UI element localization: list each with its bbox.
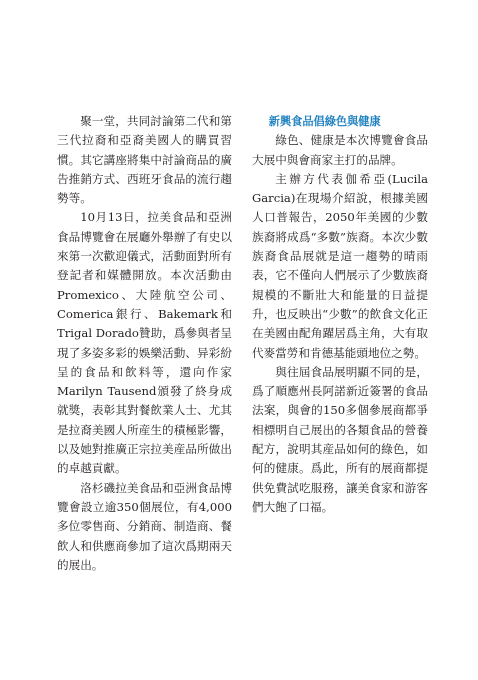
left-paragraph-1: 聚一堂，共同討論第二代和第三代拉裔和亞裔美國人的購買習慣。其它講座將集中討論商品的廣告推銷方式、西班牙食品的流行趨勢等。: [57, 114, 232, 206]
left-text-column: [57, 112, 232, 575]
right-text-column: [252, 112, 428, 517]
left-paragraph-2: 10月13日，拉美食品和亞洲食品博覽會在展廳外舉辦了有史以來第一次歡迎儀式，活動面對所有登記者和媒體開放。本次活動由Promexico、大陸航空公司、Comerica銀行、Bakemark和Trigal Dorado贊助，爲參與者呈現了多姿多彩的娛樂活動、异彩紛呈的食品和飲料等，還向作家Marilyn Tausend頒發了終身成就獎，表彰其對餐飲業人士、尤其是拉裔美國人所産生的積極影響，以及她對推廣正宗拉美産品所做出的卓越貢獻。: [57, 210, 232, 476]
right-paragraph-2: 主辦方代表伽希亞(Lucila Garcia)在現場介紹說，根據美國人口普報告，2050年美國的少數族裔將成爲“多數”族裔。本次少數族裔食品展就是這一趨勢的晴雨表，它不僅向人們展示了少數族裔規模的不斷壯大和能量的日益提升，也反映出“少數”的飲食文化正在美國由配角躍居爲主角，大有取代麥當勞和肯德基能頭地位之勢。: [252, 171, 428, 360]
right-paragraph-1: 綠色、健康是本次博覽會食品大展中與會商家主打的品牌。: [252, 133, 428, 167]
right-paragraph-3: 與往屆食品展明顯不同的是，爲了順應州長阿諾新近簽署的食品法案，與會的150多個參展商都爭相標明自己展出的各類食品的營養配方，說明其産品如何的綠色，如何的健康。爲此，所有的展商都提供免費試吃服務，讓美食家和游客們大飽了口福。: [252, 364, 428, 514]
left-paragraph-3: 洛杉磯拉美食品和亞洲食品博覽會設立逾350個展位，有4,000多位零售商、分銷商、制造商、餐飲人和供應商參加了這次爲期兩天的展出。: [57, 480, 232, 572]
section-heading: 新興食品倡綠色與健康: [268, 115, 381, 128]
